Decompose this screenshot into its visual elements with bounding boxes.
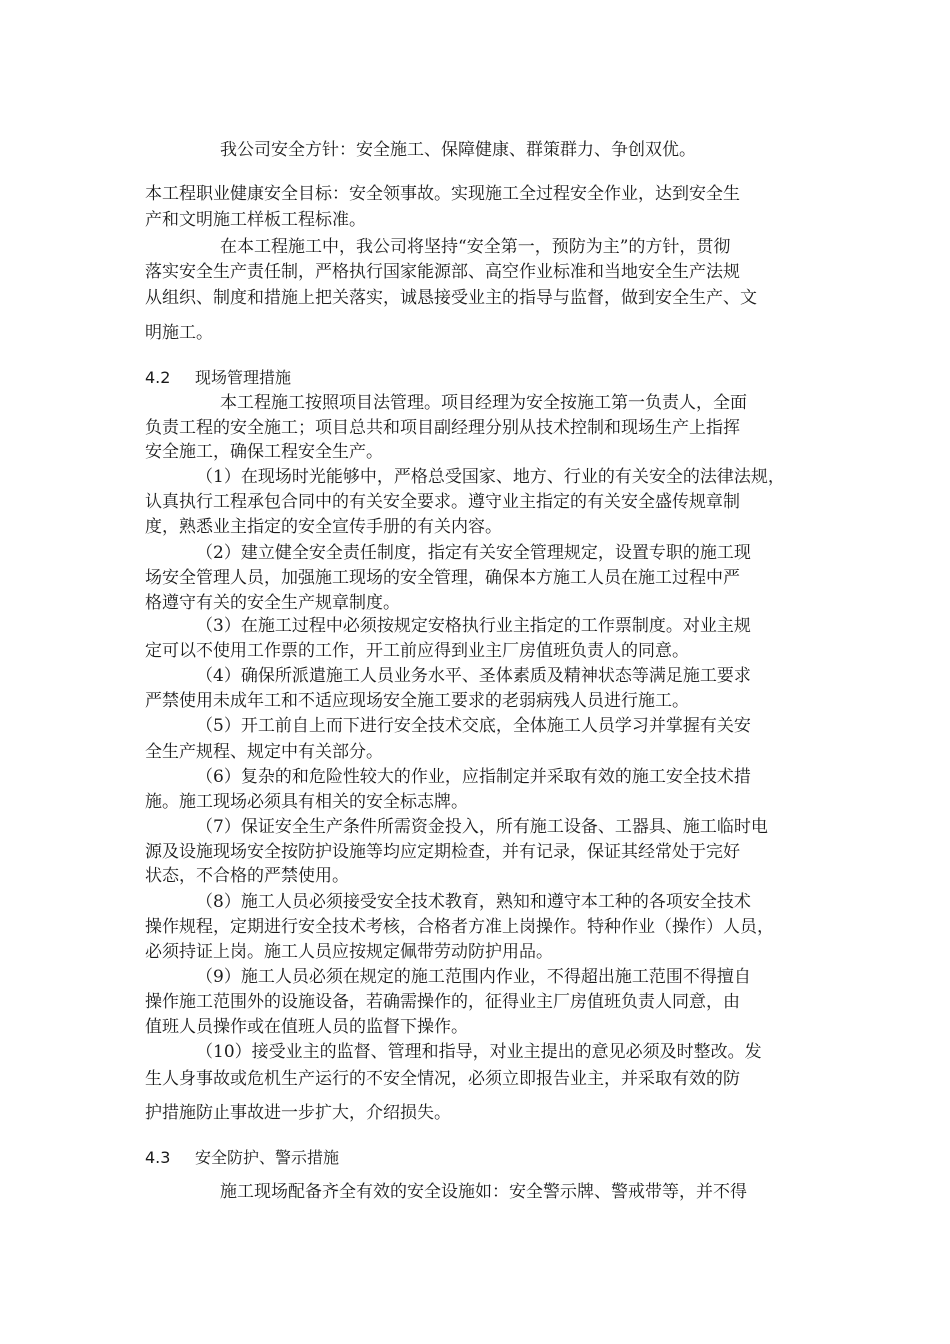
- intro-line: 落实安全生产责任制，严格执行国家能源部、高空作业标准和当地安全生产法规: [145, 262, 740, 282]
- body-line: 场安全管理人员，加强施工现场的安全管理，确保本方施工人员在施工过程中严: [145, 568, 740, 588]
- body-line: 负责工程的安全施工；项目总共和项目副经理分别从技术控制和现场生产上指挥: [145, 418, 740, 438]
- body-line: 施工现场配备齐全有效的安全设施如：安全警示牌、警戒带等，并不得: [220, 1182, 747, 1202]
- list-item-5: （5）开工前自上而下进行安全技术交底，全体施工人员学习并掌握有关安: [196, 716, 751, 736]
- intro-line: 从组织、制度和措施上把关落实，诚恳接受业主的指导与监督，做到安全生产、文: [145, 288, 757, 308]
- section-heading-4-3: [145, 1146, 339, 1170]
- list-item-8: （8）施工人员必须接受安全技术教育，熟知和遵守本工种的各项安全技术: [196, 892, 751, 912]
- body-line: 本工程施工按照项目法管理。项目经理为安全按施工第一负责人，全面: [220, 393, 747, 413]
- body-line: 操作施工范围外的设施设备，若确需操作的，征得业主厂房值班负责人同意，由: [145, 992, 740, 1012]
- list-item-9: （9）施工人员必须在规定的施工范围内作业，不得超出施工范围不得擅自: [196, 967, 751, 987]
- body-line: 安全施工，确保工程安全生产。: [145, 442, 383, 462]
- section-heading-4-2: [145, 366, 291, 390]
- body-line: 生人身事故或危机生产运行的不安全情况，必须立即报告业主，并采取有效的防: [145, 1069, 740, 1089]
- list-item-4: （4）确保所派遣施工人员业务水平、圣体素质及精神状态等满足施工要求: [196, 666, 751, 686]
- body-line: 认真执行工程承包合同中的有关安全要求。遵守业主指定的有关安全盛传规章制: [145, 492, 740, 512]
- list-item-7: （7）保证安全生产条件所需资金投入，所有施工设备、工器具、施工临时电: [196, 817, 768, 837]
- section-number: 4.3: [145, 1148, 171, 1167]
- body-line: 状态，不合格的严禁使用。: [145, 866, 349, 886]
- section-number: 4.2: [145, 368, 171, 387]
- target-line: 本工程职业健康安全目标：安全领事故。实现施工全过程安全作业，达到安全生: [145, 184, 740, 204]
- list-item-2: （2）建立健全安全责任制度，指定有关安全管理规定，设置专职的施工现: [196, 543, 751, 563]
- intro-line: 在本工程施工中，我公司将坚持“安全第一，预防为主”的方针，贯彻: [220, 237, 731, 257]
- list-item-1: （1）在现场时光能够中，严格总受国家、地方、行业的有关安全的法律法规，: [196, 467, 785, 487]
- body-line: 源及设施现场安全按防护设施等均应定期检查，并有记录，保证其经常处于完好: [145, 842, 740, 862]
- body-line: 严禁使用未成年工和不适应现场安全施工要求的老弱病残人员进行施工。: [145, 691, 689, 711]
- body-line: 格遵守有关的安全生产规章制度。: [145, 593, 400, 613]
- section-title: 现场管理措施: [195, 368, 292, 387]
- body-line: 施。施工现场必须具有相关的安全标志牌。: [145, 792, 468, 812]
- list-item-10: （10）接受业主的监督、管理和指导，对业主提出的意见必须及时整改。发: [196, 1042, 762, 1062]
- body-line: 操作规程，定期进行安全技术考核，合格者方准上岗操作。特种作业（操作）人员，: [145, 917, 774, 937]
- body-line: 护措施防止事故进一步扩大，介绍损失。: [145, 1103, 451, 1123]
- body-line: 必须持证上岗。施工人员应按规定佩带劳动防护用品。: [145, 942, 553, 962]
- body-line: 值班人员操作或在值班人员的监督下操作。: [145, 1017, 468, 1037]
- list-item-6: （6）复杂的和危险性较大的作业，应指制定并采取有效的施工安全技术措: [196, 767, 751, 787]
- body-line: 全生产规程、规定中有关部分。: [145, 742, 383, 762]
- intro-line: 明施工。: [145, 323, 213, 343]
- target-line: 产和文明施工样板工程标准。: [145, 210, 366, 230]
- body-line: 定可以不使用工作票的工作，开工前应得到业主厂房值班负责人的同意。: [145, 641, 689, 661]
- section-title: 安全防护、警示措施: [195, 1148, 340, 1167]
- list-item-3: （3）在施工过程中必须按规定安格执行业主指定的工作票制度。对业主规: [196, 616, 751, 636]
- safety-motto: 我公司安全方针：安全施工、保障健康、群策群力、争创双优。: [220, 140, 696, 160]
- body-line: 度，熟悉业主指定的安全宣传手册的有关内容。: [145, 517, 502, 537]
